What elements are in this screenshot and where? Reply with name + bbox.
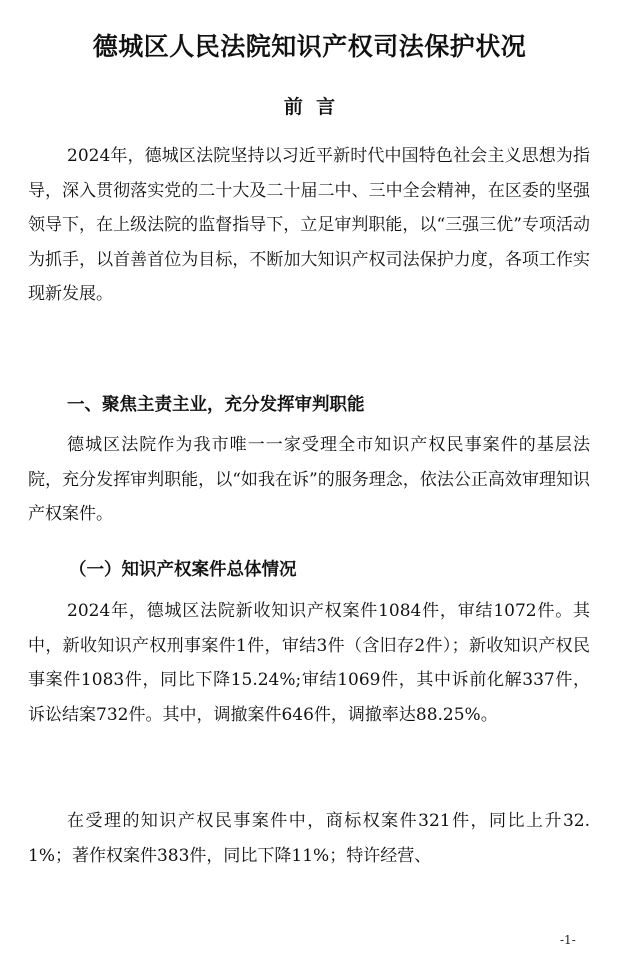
document-title: 德城区人民法院知识产权司法保护状况 <box>92 32 527 61</box>
section-1-intro-paragraph: 德城区法院作为我市唯一一家受理全市知识产权民事案件的基层法院，充分发挥审判职能，以“如我在诉”的服务理念，依法公正高效审理知识产权案件。 <box>28 435 590 525</box>
subsection-heading-1: （一）知识产权案件总体情况 <box>69 560 297 580</box>
page-number: -1- <box>560 933 576 947</box>
civil-case-breakdown-paragraph: 在受理的知识产权民事案件中，商标权案件321件，同比上升32.1%；著作权案件383件，同比下降11%；特许经营、 <box>28 811 590 866</box>
section-heading-1: 一、聚焦主责主业，充分发挥审判职能 <box>67 395 365 415</box>
preface-paragraph: 2024年，德城区法院坚持以习近平新时代中国特色社会主义思想为指导，深入贯彻落实党的二十大及二十届二中、三中全会精神，在区委的坚强领导下，在上级法院的监督指导下，立足审判职能，以“三强三优”专项活动为抓手，以首善首位为目标，不断加大知识产权司法保护力度，各项工作实现新发展。 <box>28 146 590 305</box>
preface-heading: 前 言 <box>283 96 336 118</box>
case-overview-paragraph: 2024年，德城区法院新收知识产权案件1084件，审结1072件。其中，新收知识产权刑事案件1件，审结3件（含旧存2件）；新收知识产权民事案件1083件，同比下降15.24%;审结1069件，其中诉前化解337件，诉讼结案732件。其中，调撤案件646件，调撤率达88.25%。 <box>28 601 590 725</box>
